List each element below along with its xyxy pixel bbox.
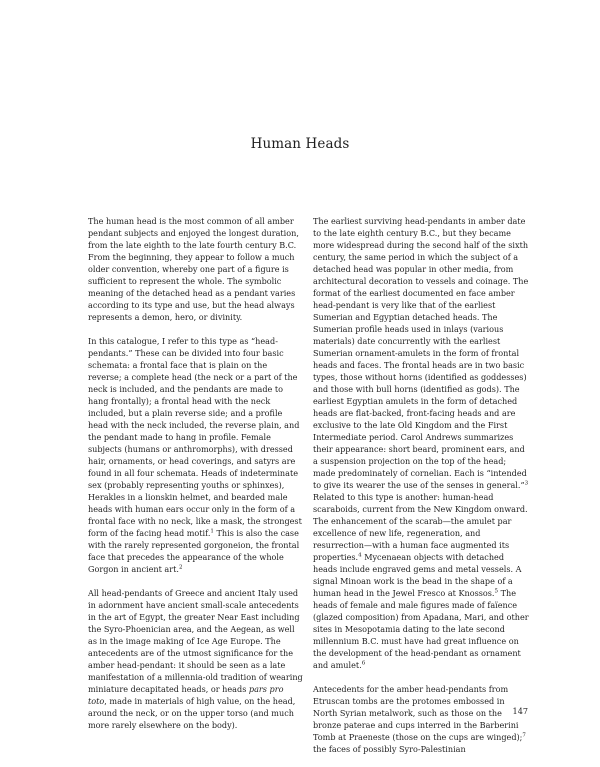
left-paragraph-3: [88, 587, 303, 731]
footnote-ref-1[interactable]: 1: [210, 528, 214, 535]
left-paragraph-3-text-a: All head-pendants of Greece and ancient Italy used in adornment have ancient small-scale antecedents in the art of Egypt, the greater Near East including the Syro-Phoenician area, and the Aegean, as well as in the image making of Ice Age Europe. The antecedents are of the utmost significance for the amber head-pendant: it should be seen as a late manifestation of a millennia-old tradition of wearing miniature decapitated heads, or heads: [88, 588, 303, 694]
left-column: [88, 215, 303, 743]
right-paragraph-1-text-d: The heads of female and male figures made of faïence (glazed composition) from Apadana, Mari, and other sites in Mesopotamia dating to the late second millennium B.C. must have had great influence on the development of the head-pendant as ornament and amulet.: [313, 588, 529, 670]
footnote-ref-6[interactable]: 6: [361, 660, 366, 667]
right-paragraph-2: [313, 683, 529, 755]
left-paragraph-2: [88, 335, 303, 575]
right-paragraph-1-text-a: The earliest surviving head-pendants in amber date to the late eighth century B.C., but they became more widespread during the second half of the sixth century, the same period in which the subject of a detached head was popular in other media, from architectural decoration to vessels and coinage. The format of the earliest documented en face amber head-pendant is very like that of the earliest Sumerian and Egyptian detached heads. The Sumerian profile heads used in inlays (various materials) date concurrently with the earliest Sumerian ornament-amulets in the form of frontal heads and faces. The frontal heads are in two basic types, those without horns (identified as goddesses) and those with bull horns (identified as gods). The earliest Egyptian amulets in the form of detached heads are flat-backed, front-facing heads and are exclusive to the late Old Kingdom and the First Intermediate period. Carol Andrews summarizes their appearance: short beard, prominent ears, and a suspension projection on the top of the head; made predominately of cornelian. Each is “intended to give its wearer the use of the senses in general.”: [313, 216, 529, 490]
right-paragraph-1-text-c: Mycenaean objects with detached heads include engraved gems and metal vessels. A signal Minoan work is the bead in the shape of a human head in the Jewel Fresco at Knossos.: [313, 552, 522, 598]
left-paragraph-1: [88, 215, 303, 323]
page-number: 147: [512, 706, 528, 716]
left-paragraph-2-text-b: This is also the case with the rarely represented gorgoneion, the frontal face that precedes the appearance of the whole Gorgon in ancient art.: [88, 528, 300, 574]
right-paragraph-2-text-b: the faces of possibly Syro-Palestinian: [313, 744, 466, 754]
footnote-ref-5[interactable]: 5: [494, 588, 499, 595]
left-paragraph-3-italic: pars pro toto: [88, 684, 284, 706]
left-paragraph-3-text-b: , made in materials of high value, on the head, around the neck, or on the upper torso (and much more rarely elsewhere on the body).: [88, 696, 296, 730]
footnote-ref-4[interactable]: 4: [358, 552, 362, 559]
footnote-ref-7[interactable]: 7: [522, 732, 526, 739]
footnote-ref-3[interactable]: 3: [524, 480, 529, 487]
left-paragraph-2-text-a: In this catalogue, I refer to this type as “head-pendants.” These can be divided into four basic schemata: a frontal face that is plain on the reverse; a complete head (the neck or a part of the neck is included, and the pendants are made to hang frontally); a frontal head with the neck included, but a plain reverse side; and a profile head with the neck included, the reverse plain, and the pendant made to hang in profile. Female subjects (humans or anthromorphs), with dressed hair, ornaments, or head coverings, and satyrs are found in all four schemata. Heads of indeterminate sex (probably representing youths or sphinxes), Herakles in a lionskin helmet, and bearded male heads with human ears occur only in the form of a frontal face with no neck, like a mask, the strongest form of the facing head motif.: [88, 336, 302, 538]
right-column: [313, 215, 529, 767]
right-paragraph-2-text-a: Antecedents for the amber head-pendants from Etruscan tombs are the protomes embossed in North Syrian metalwork, such as those on the bronze paterae and cups interred in the Barberini Tomb at Praeneste (those on the cups are winged);: [313, 684, 523, 742]
left-paragraph-1-text: The human head is the most common of all amber pendant subjects and enjoyed the longest duration, from the late eighth to the late fourth century B.C. From the beginning, they appear to follow a much older convention, whereby one part of a figure is sufficient to represent the whole. The symbolic meaning of the detached head as a pendant varies according to its type and use, but the head always represents a demon, hero, or divinity.: [88, 216, 299, 322]
right-paragraph-1: [313, 215, 529, 671]
right-paragraph-1-text-b: Related to this type is another: human-head scaraboids, current from the New Kingdom onward. The enhancement of the scarab—the amulet par excellence of new life, regeneration, and resurrection—with a human face augmented its properties.: [313, 492, 528, 562]
footnote-ref-2[interactable]: 2: [178, 564, 183, 571]
page-title: Human Heads: [250, 136, 350, 152]
